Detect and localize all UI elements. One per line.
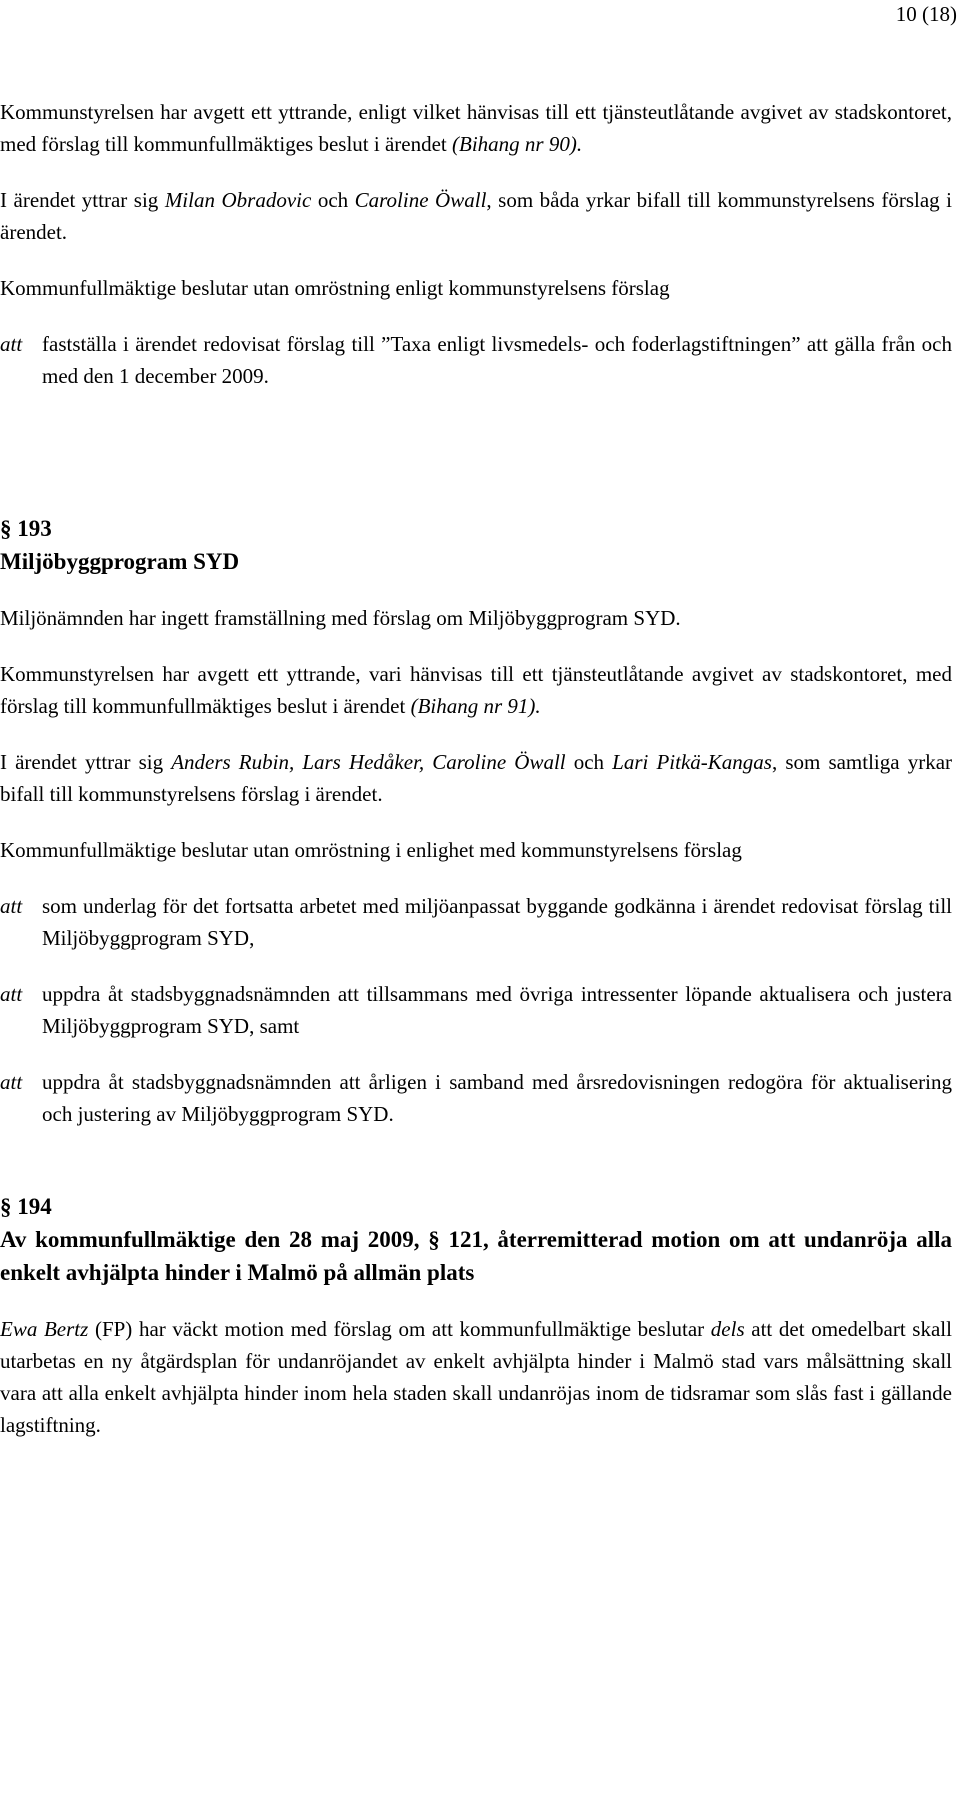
- paragraph-yttrande-1: [0, 96, 952, 160]
- paragraph-yttrar-1: [0, 184, 952, 248]
- att-text: fastställa i ärendet redovisat förslag till ”Taxa enligt livsmedels- och foderlagstiftningen” att gälla från och med den 1 december 2009.: [42, 332, 952, 388]
- att-clause: [0, 1066, 952, 1130]
- text: , som båda yrkar bifall till kommunstyrelsens förslag i ärendet.: [0, 188, 952, 244]
- bihang-ref: (Bihang nr 91).: [410, 694, 541, 718]
- section-number-194: § 194: [0, 1194, 52, 1219]
- text: Kommunstyrelsen har avgett ett yttrande, vari hänvisas till ett tjänsteutlåtande avgivet av stadskontoret, med förslag till kommunfullmäktiges beslut i ärendet: [0, 662, 952, 718]
- att-label: att: [0, 894, 23, 918]
- text: och: [311, 188, 355, 212]
- document-body: [0, 96, 952, 1441]
- section-title-193: Miljöbyggprogram SYD: [0, 549, 240, 574]
- text: att det omedelbart skall utarbetas en ny åtgärdsplan för undanröjandet av enkelt avhjälpta hinder i Malmö stad vars målsättning skall vara att alla enkelt avhjälpta hinder inom hela staden skall undanröjas inom de tidsramar som slås fast i gällande lagstiftning.: [0, 1317, 952, 1437]
- speaker-name: Milan Obradovic: [164, 188, 312, 212]
- text: I ärendet yttrar sig: [0, 188, 165, 212]
- att-clause: [0, 328, 952, 392]
- att-text: uppdra åt stadsbyggnadsnämnden att tillsammans med övriga intressenter löpande aktualisera och justera Miljöbyggprogram SYD, samt: [42, 982, 952, 1038]
- att-clause: [0, 890, 952, 954]
- paragraph-beslut-1: Kommunfullmäktige beslutar utan omröstning enligt kommunstyrelsens förslag: [0, 276, 670, 300]
- speaker-name: Lari Pitkä-Kangas: [612, 750, 772, 774]
- bihang-ref: (Bihang nr 90).: [452, 132, 583, 156]
- page-number: 10 (18): [895, 2, 957, 26]
- paragraph-motion: [0, 1313, 952, 1441]
- dels-word: dels: [710, 1317, 745, 1341]
- section-title-194: Av kommunfullmäktige den 28 maj 2009, § 121, återremitterad motion om att undanröja alla enkelt avhjälpta hinder i Malmö på allmän plats: [0, 1227, 952, 1285]
- text: Kommunstyrelsen har avgett ett yttrande, enligt vilket hänvisas till ett tjänsteutlåtande avgivet av stadskontoret, med förslag till kommunfullmäktiges beslut i ärendet: [0, 100, 952, 156]
- att-clause: [0, 978, 952, 1042]
- paragraph-yttrande-2: [0, 658, 952, 722]
- att-text: som underlag för det fortsatta arbetet med miljöanpassat byggande godkänna i ärendet redovisat förslag till Miljöbyggprogram SYD,: [42, 894, 952, 950]
- text: (FP) har väckt motion med förslag om att kommunfullmäktige beslutar: [88, 1317, 711, 1341]
- text: I ärendet yttrar sig: [0, 750, 172, 774]
- section-number-193: § 193: [0, 516, 52, 541]
- text: och: [565, 750, 613, 774]
- speaker-names: Anders Rubin, Lars Hedåker, Caroline Öwall: [171, 750, 566, 774]
- paragraph-yttrar-2: [0, 746, 952, 810]
- att-label: att: [0, 982, 23, 1006]
- paragraph-beslut-2: Kommunfullmäktige beslutar utan omröstning i enlighet med kommunstyrelsens förslag: [0, 838, 742, 862]
- text: , som samtliga yrkar bifall till kommunstyrelsens förslag i ärendet.: [0, 750, 953, 806]
- att-label: att: [0, 332, 23, 356]
- paragraph-framstallning: Miljönämnden har ingett framställning med förslag om Miljöbyggprogram SYD.: [0, 606, 681, 630]
- att-label: att: [0, 1070, 23, 1094]
- author-name: Ewa Bertz: [0, 1317, 89, 1341]
- speaker-name: Caroline Öwall: [354, 188, 487, 212]
- att-text: uppdra åt stadsbyggnadsnämnden att årligen i samband med årsredovisningen redogöra för aktualisering och justering av Miljöbyggprogram SYD.: [42, 1070, 952, 1126]
